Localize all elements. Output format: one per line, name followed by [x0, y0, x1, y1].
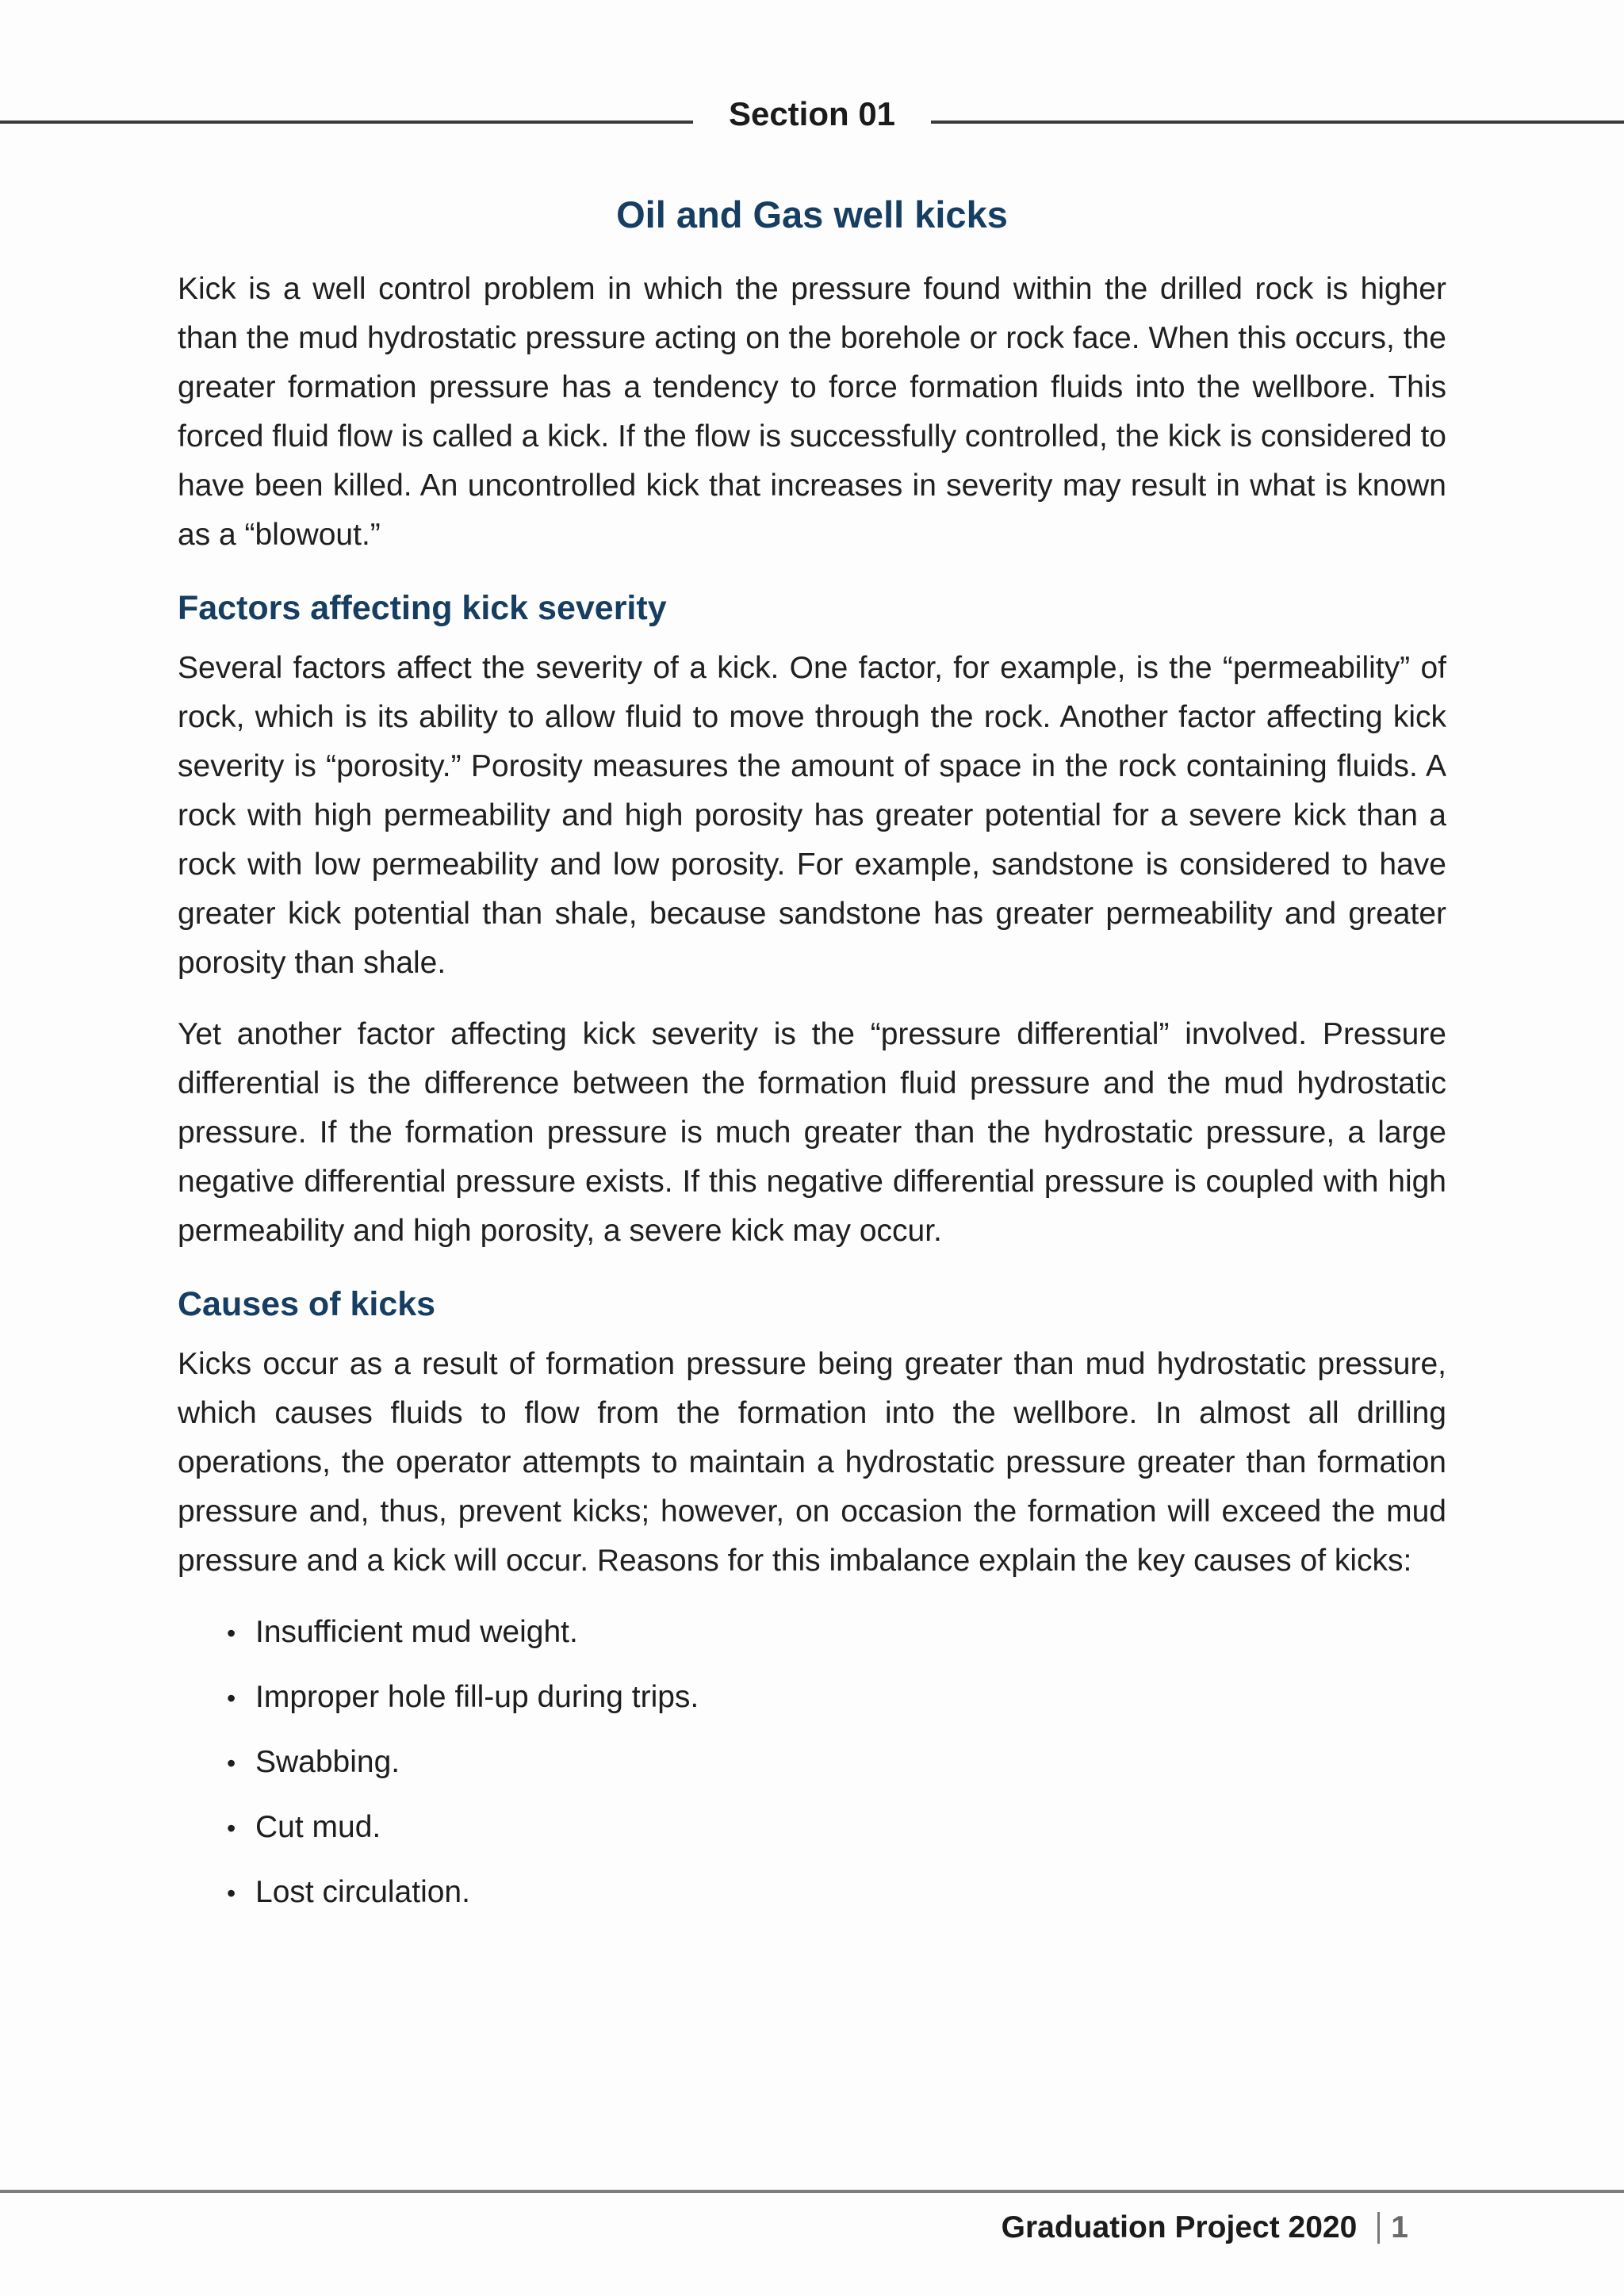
list-item: [227, 1803, 1446, 1853]
list-item: [227, 1673, 1446, 1723]
bullet-icon: •: [227, 1749, 236, 1777]
bullet-icon: •: [227, 1879, 236, 1908]
factors-paragraph-1: Several factors affect the severity of a kick. One factor, for example, is the “permeability” of rock, which is its ability to allow fluid to move through the rock. Another factor affecting kick severity is “porosity.” Porosity measures the amount of space in the rock containing fluids. A rock with high permeability and high porosity has greater potential for a severe kick than a rock with low permeability and low porosity. For example, sandstone is considered to have greater kick potential than shale, because sandstone has greater permeability and greater porosity than shale.: [178, 651, 1446, 980]
footer-separator: [1377, 2212, 1380, 2244]
list-item: [227, 1738, 1446, 1788]
list-item-text: Swabbing.: [255, 1745, 400, 1779]
list-item-text: Improper hole fill-up during trips.: [255, 1680, 699, 1714]
causes-paragraph: Kicks occur as a result of formation pressure being greater than mud hydrostatic pressure, which causes fluids to flow from the formation into the wellbore. In almost all drilling operations, the operator attempts to maintain a hydrostatic pressure greater than formation pressure and, thus, prevent kicks; however, on occasion the formation will exceed the mud pressure and a kick will occur. Reasons for this imbalance explain the key causes of kicks:: [178, 1347, 1446, 1578]
causes-heading: Causes of kicks: [178, 1285, 436, 1323]
footer-rule: [0, 2190, 1624, 2193]
causes-list: [178, 1608, 1446, 1918]
list-item-text: Cut mud.: [255, 1810, 381, 1844]
list-item: [227, 1608, 1446, 1658]
section-label: Section 01: [728, 95, 896, 132]
header-rule-right: [931, 121, 1624, 124]
bullet-icon: •: [227, 1684, 236, 1712]
page-number: 1: [1391, 2210, 1408, 2244]
bullet-icon: •: [227, 1619, 236, 1647]
page-content: [178, 187, 1446, 1933]
bullet-icon: •: [227, 1814, 236, 1843]
header-rule-left: [0, 121, 693, 124]
section-header: [0, 87, 1624, 143]
page-title: Oil and Gas well kicks: [616, 193, 1008, 235]
page-footer: [1002, 2206, 1408, 2250]
intro-paragraph: Kick is a well control problem in which the pressure found within the drilled rock is higher than the mud hydrostatic pressure acting on the borehole or rock face. When this occurs, the greater formation pressure has a tendency to force formation fluids into the wellbore. This forced fluid flow is called a kick. If the flow is successfully controlled, the kick is considered to have been killed. An uncontrolled kick that increases in severity may result in what is known as a “blowout.”: [178, 272, 1446, 552]
factors-paragraph-2: Yet another factor affecting kick severity is the “pressure differential” involved. Pressure differential is the difference between the formation fluid pressure and the mud hydrostatic pressure. If the formation pressure is much greater than the hydrostatic pressure, a large negative differential pressure exists. If this negative differential pressure is coupled with high permeability and high porosity, a severe kick may occur.: [178, 1017, 1446, 1248]
list-item-text: Lost circulation.: [255, 1875, 470, 1909]
list-item-text: Insufficient mud weight.: [255, 1615, 578, 1649]
list-item: [227, 1868, 1446, 1918]
footer-project-label: Graduation Project 2020: [1001, 2210, 1358, 2244]
factors-heading: Factors affecting kick severity: [178, 589, 667, 627]
